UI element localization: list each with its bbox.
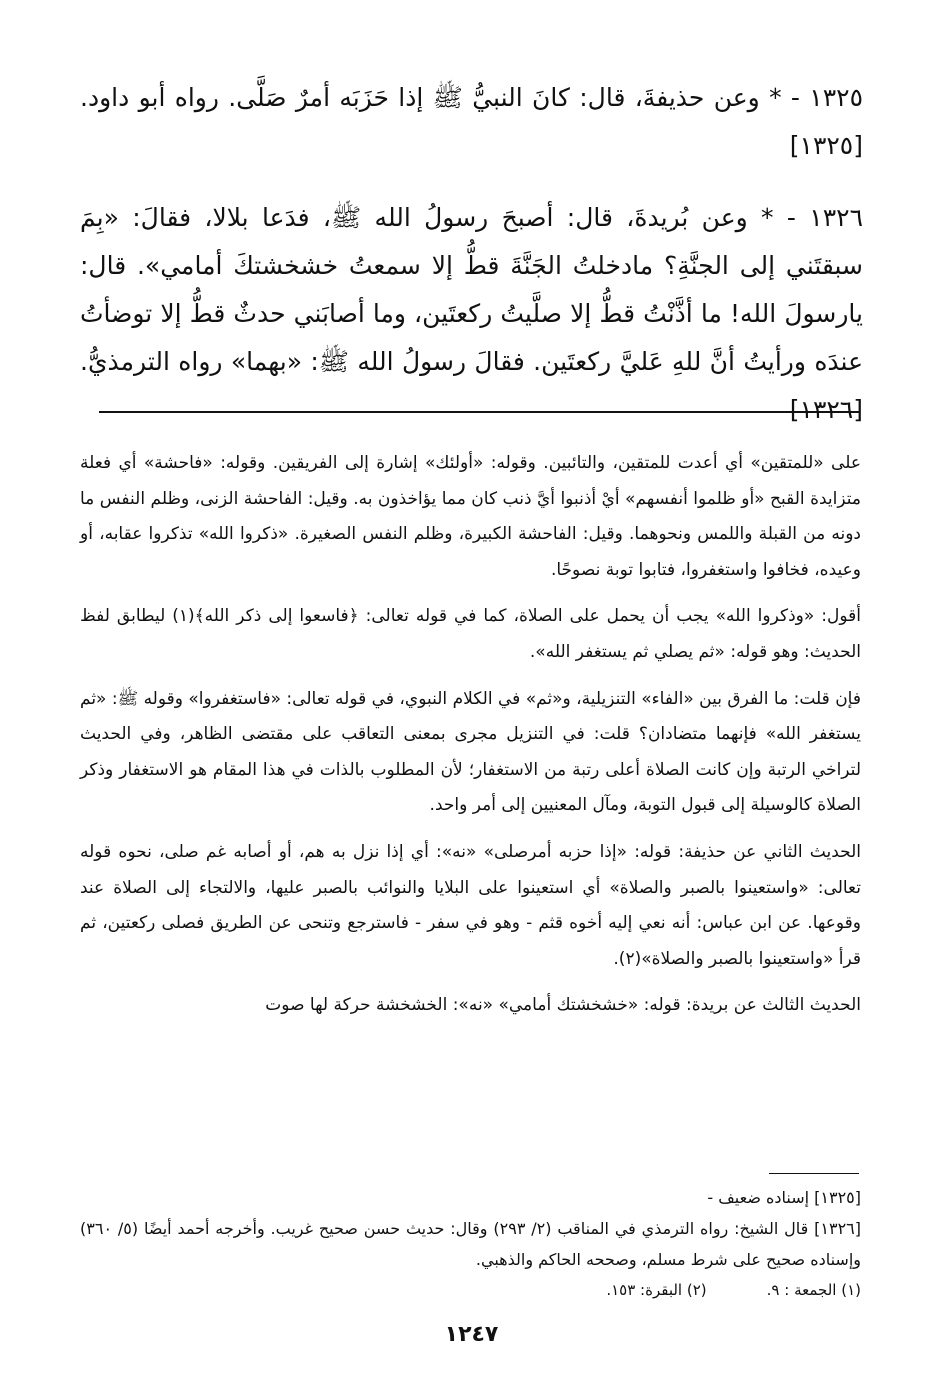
footnote-divider [769, 1173, 859, 1174]
hadith-1325-text: ١٣٢٥ - * وعن حذيفةَ، قال: كانَ النبيُّ ﷺ إذا حَزَبَه أمرٌ صَلَّى. رواه أبو داود. [١٣٢٥] [80, 83, 863, 160]
hadith-1325 [80, 74, 863, 170]
hadith-1326 [80, 194, 863, 434]
quran-references [80, 1275, 861, 1306]
commentary [80, 446, 861, 1035]
quran-reference-2: (٢) البقرة: ١٥٣. [606, 1281, 707, 1299]
hadith-1326-text: ١٣٢٦ - * وعن بُريدةَ، قال: أصبحَ رسولُ الله ﷺ، فدَعا بلالا، فقالَ: «بِمَ سبقتَني إلى الجنَّةِ؟ مادخلتُ الجَنَّةَ قطُّ إلا سمعتُ خشخشتكَ أمامي». قال: يارسولَ الله! ما أذَّنْتُ قطُّ إلا صلَّيتُ ركعتَين، وما أصابَني حدثٌ قطُّ إلا توضأتُ عندَه ورأيتُ أنَّ للهِ عَليَّ ركعتَين. فقالَ رسولُ الله ﷺ: «بهما» رواه الترمذيُّ.[١٣٢٦] [80, 203, 863, 424]
commentary-paragraph: أقول: «وذكروا الله» يجب أن يحمل على الصلاة، كما في قوله تعالى: ﴿فاسعوا إلى ذكر الله﴾(١) ليطابق لفظ الحديث: وهو قوله: «ثم يصلي ثم يستغفر الله». [80, 606, 861, 662]
footnotes [80, 1182, 861, 1306]
quran-reference-1: (١) الجمعة : ٩. [766, 1281, 861, 1299]
commentary-paragraph: فإن قلت: ما الفرق بين «الفاء» التنزيلية، و«ثم» في الكلام النبوي، في قوله تعالى: «فاستغفروا» وقوله ﷺ: «ثم يستغفر الله» فإنهما متضادان؟ قلت: في التنزيل مجرى بمعنى التعاقب على مقتضى الظاهر، وفي الحديث لتراخي الرتبة وإن كانت الصلاة أعلى رتبة من الاستغفار؛ لأن المطلوب بالذات في هذا المقام هو الاستغفار وذكر الصلاة كالوسيلة إلى قبول التوبة، ومآل المعنيين إلى أمر واحد. [80, 688, 861, 816]
commentary-paragraph: الحديث الثالث عن بريدة: قوله: «خشخشتك أمامي» «نه»: الخشخشة حركة لها صوت [265, 995, 861, 1016]
footnote-1325: [١٣٢٥] إسناده ضعيف - [707, 1188, 861, 1207]
page-number: ١٢٤٧ [444, 1322, 499, 1347]
footnote-1326: [١٣٢٦] قال الشيخ: رواه الترمذي في المناقب (٢/ ٢٩٣) وقال: حديث حسن صحيح غريب. وأخرجه أحمد أيضًا (٥/ ٣٦٠) وإسناده صحيح على شرط مسلم، وصححه الحاكم والذهبي. [80, 1219, 861, 1269]
commentary-paragraph: على «للمتقين» أي أعدت للمتقين، والتائبين. وقوله: «أولئك» إشارة إلى الفريقين. وقوله: «فاحشة» أي فعلة متزايدة القبح «أو ظلموا أنفسهم» أيْ أذنبوا أيَّ ذنب كان مما يؤاخذون به. وقيل: الفاحشة الزنى، وظلم النفس ما دونه من القبلة واللمس ونحوهما. وقيل: الفاحشة الكبيرة، وظلم النفس الصغيرة. «ذكروا الله» تذكروا عقابه، أو وعيده، فخافوا واستغفروا، فتابوا توبة نصوحًا. [80, 453, 861, 580]
commentary-paragraph: الحديث الثاني عن حذيفة: قوله: «إذا حزبه أمرصلى» «نه»: أي إذا نزل به هم، أو أصابه غم صلى، نحوه قوله تعالى: «واستعينوا بالصبر والصلاة» أي استعينوا على البلايا والنوائب بالصبر عليها، والالتجاء إلى الصلاة عند وقوعها. عن ابن عباس: أنه نعي إليه أخوه قثم - وهو في سفر - فاسترجع وتنحى عن الطريق فصلى ركعتين، ثم قرأ «واستعينوا بالصبر والصلاة»(٢). [80, 841, 861, 969]
main-divider [99, 411, 859, 413]
